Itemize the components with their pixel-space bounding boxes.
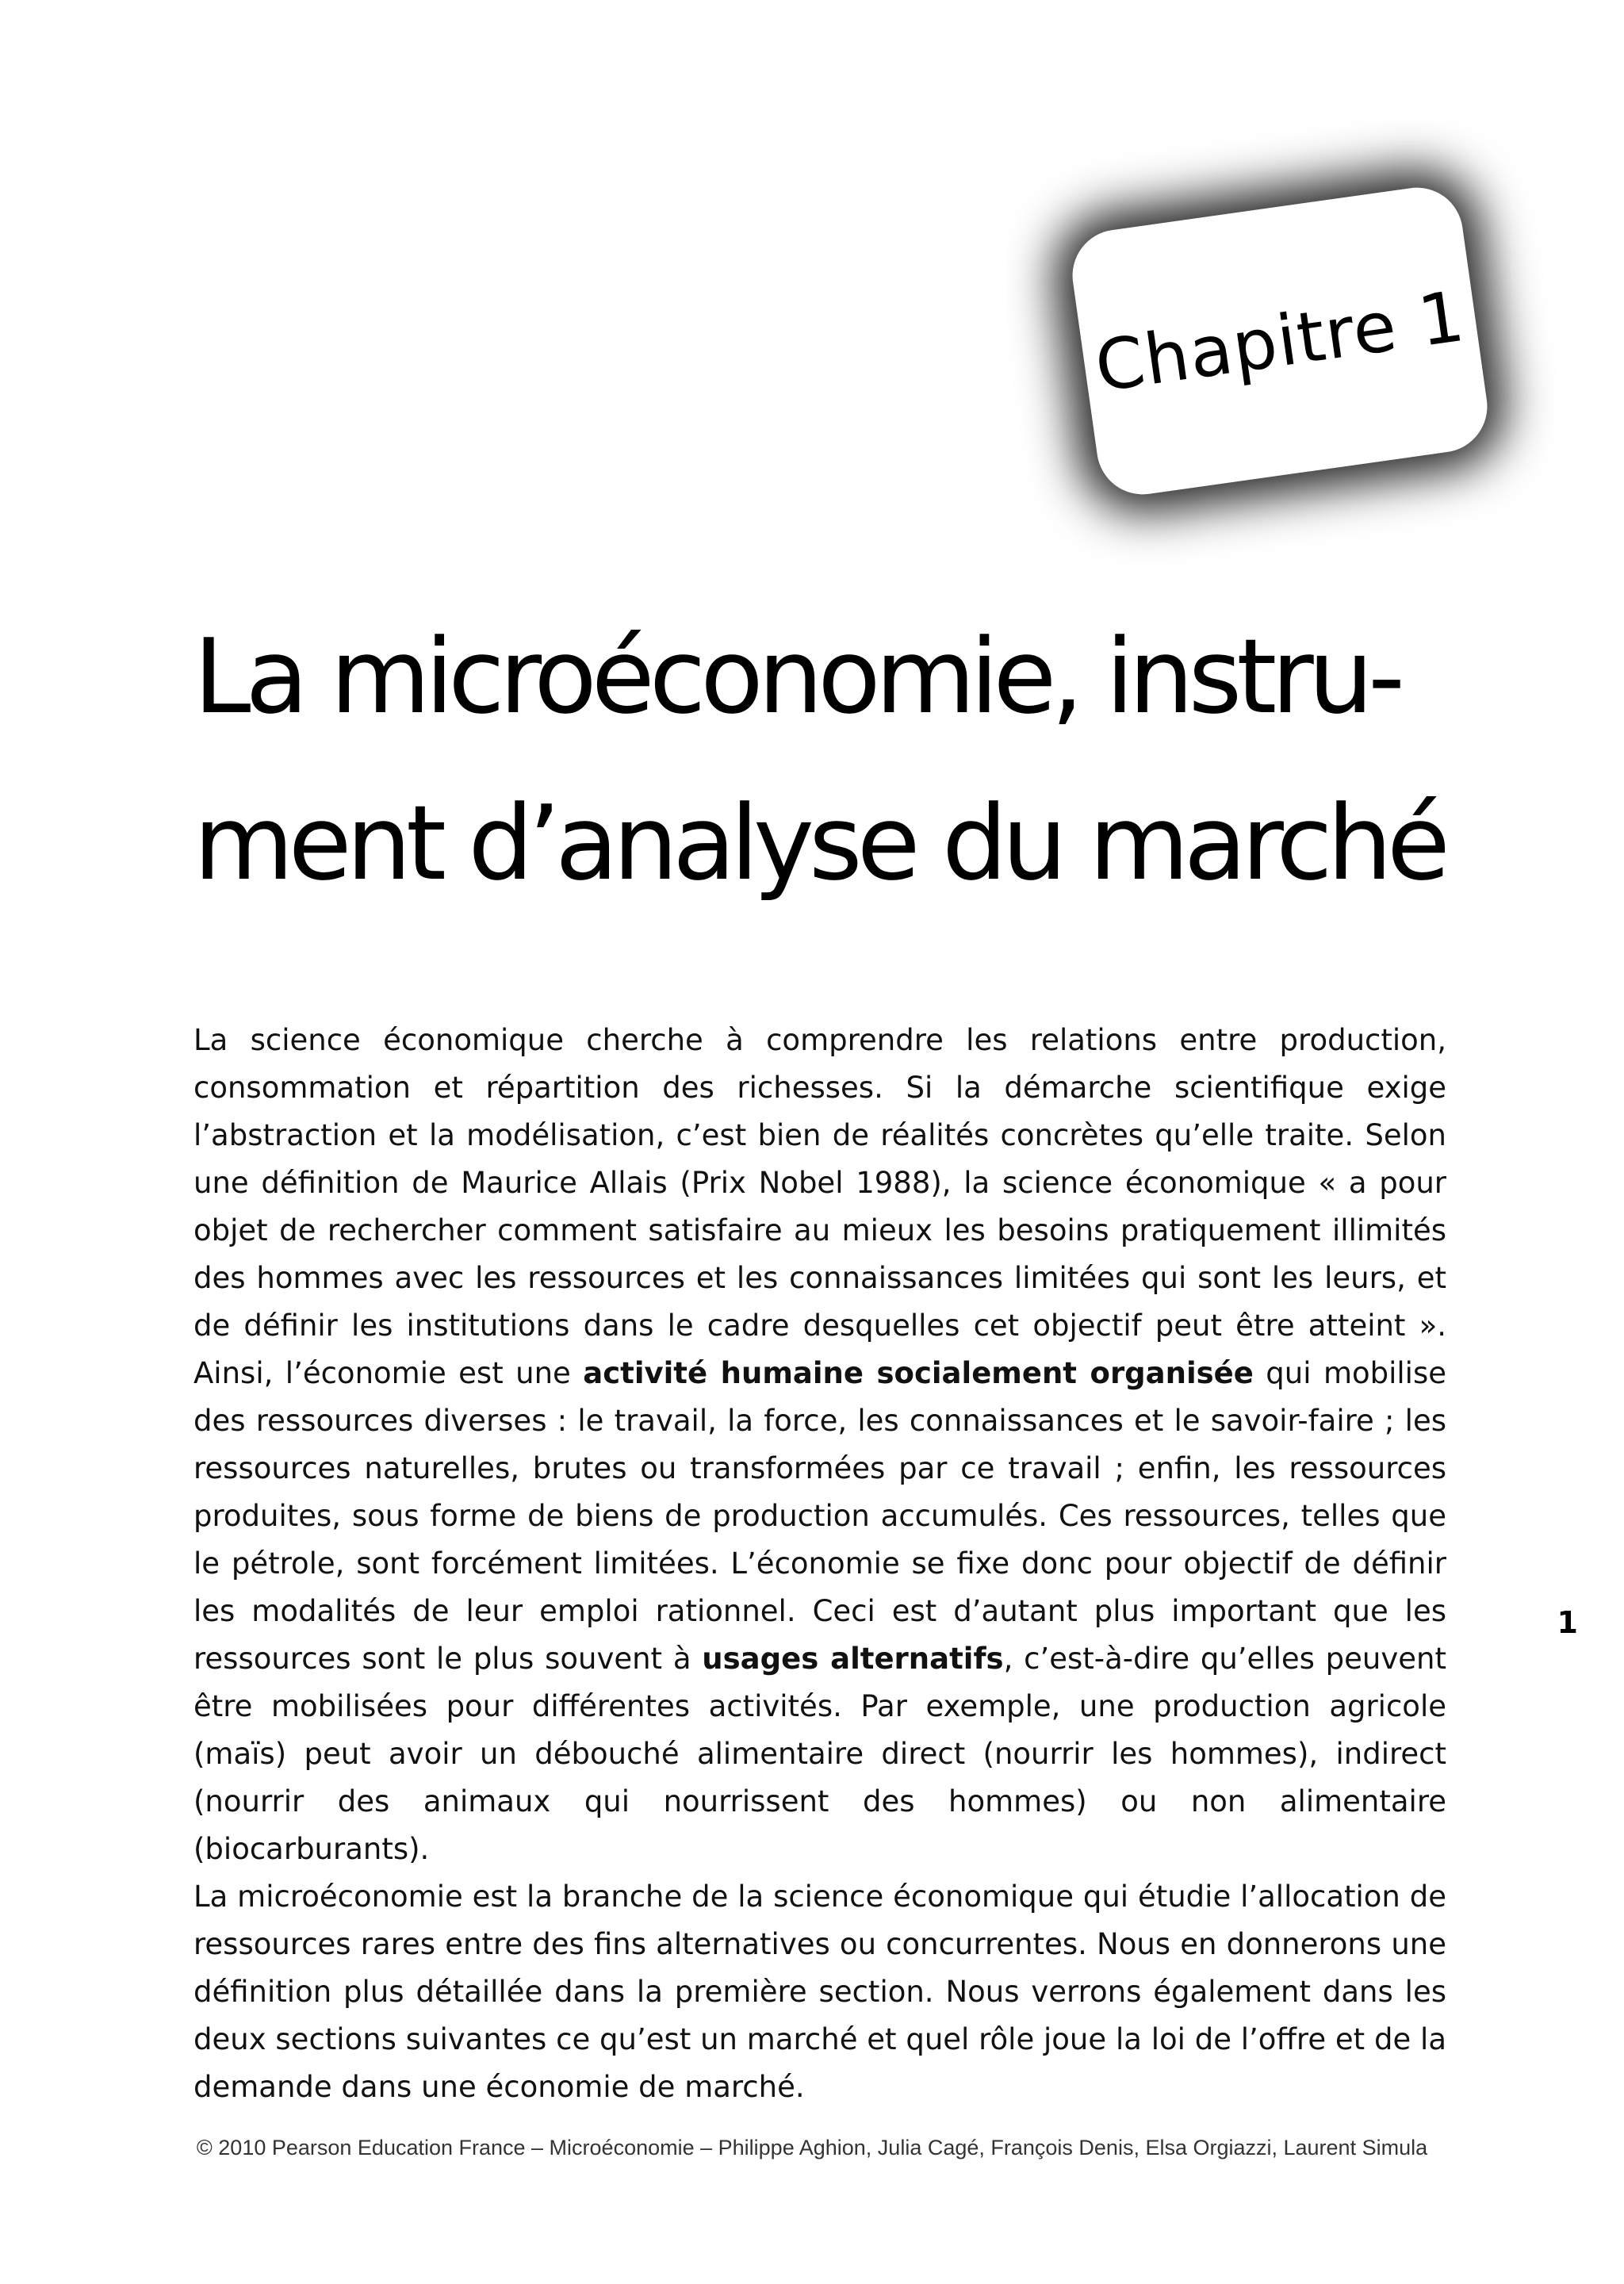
paragraph-1-text-a: La science économique cherche à comprendre les relations entre production, consommation et répartition des richesses. Si la démarche scientifique exige l’abstraction et la modélisation, c’est bien de réalités concrètes qu’elle traite. Selon une définition de Maurice Allais (Prix Nobel 1988), la science économique « a pour objet de rechercher comment satisfaire au mieux les besoins pratiquement illimités des hommes avec les ressources et les connaissances limitées qui sont les leurs, et de définir les institutions dans le cadre desquelles cet objectif peut être atteint ». Ainsi, l’économie est une bbox=[193, 1023, 1446, 1390]
paragraph-2: La microéconomie est la branche de la science économique qui étudie l’allocation de ressources rares entre des fins alternatives ou concurrentes. Nous en donnerons une définition plus détaillée dans la première section. Nous verrons également dans les deux sections suivantes ce qu’est un marché et quel rôle joue la loi de l’offre et de la demande dans une économie de marché. bbox=[193, 1880, 1446, 2104]
paragraph-1-text-b: qui mobilise des ressources diverses : le travail, la force, les connaissances et le savoir-faire ; les ressources naturelles, brutes ou transformées par ce travail ; enfin, les ressources produites, sous forme de biens de production accumulés. Ces ressources, telles que le pétrole, sont forcément limitées. L’économie se fixe donc pour objectif de définir les modalités de leur emploi rationnel. Ceci est d’autant plus important que les ressources sont le plus souvent à bbox=[193, 1356, 1446, 1676]
body-text bbox=[193, 1017, 1446, 2111]
bold-term-usages-alternatifs: usages alternatifs bbox=[702, 1642, 1004, 1676]
chapter-title bbox=[193, 593, 1478, 926]
bold-term-activite-humaine: activité humaine socialement organisée bbox=[583, 1356, 1254, 1390]
paragraph-1-text-c: , c’est-à-dire qu’elles peuvent être mobilisées pour différentes activités. Par exemple, une production agricole (maïs) peut avoir un débouché alimentaire direct (nourrir les hommes), indirect (nourrir des animaux qui nourrissent des hommes) ou non alimentaire (biocarburants). bbox=[193, 1642, 1447, 1866]
chapter-title-line-1: La microéconomie, instru- bbox=[193, 616, 1400, 737]
chapter-label: Chapitre 1 bbox=[1090, 274, 1470, 408]
chapter-title-line-2: ment d’analyse du marché bbox=[193, 783, 1445, 903]
paragraph-1 bbox=[193, 1017, 1446, 1873]
page-number: 1 bbox=[1557, 1605, 1578, 1640]
copyright-footer: © 2010 Pearson Education France – Microéconomie – Philippe Aghion, Julia Cagé, François Denis, Elsa Orgiazzi, Laurent Simula bbox=[196, 2136, 1428, 2159]
chapter-badge bbox=[1067, 182, 1493, 500]
